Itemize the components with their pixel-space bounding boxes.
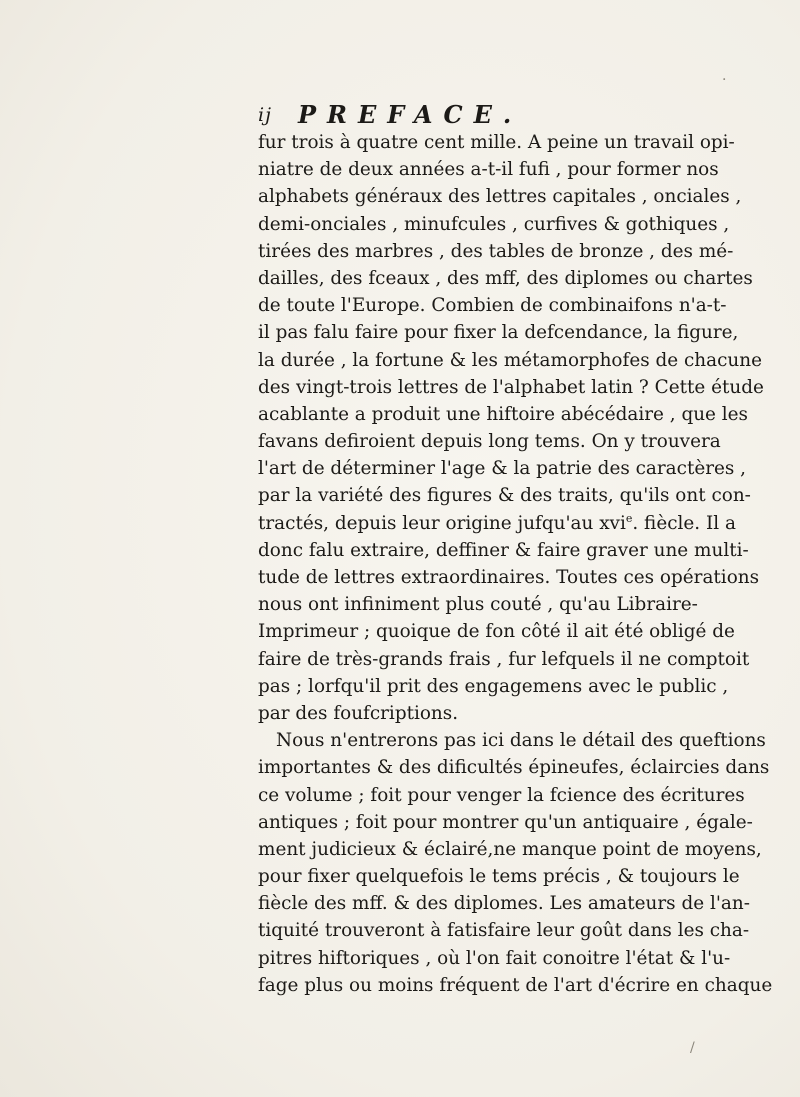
body-text	[258, 129, 773, 999]
text-line: favans defiroient depuis long tems. On y trouvera	[258, 431, 721, 453]
speck-mark: /	[690, 1040, 695, 1056]
text-line: fur trois à quatre cent mille. A peine un travail opi-	[258, 132, 735, 153]
text-line: il pas falu faire pour fixer la defcendance, la figure,	[258, 322, 739, 344]
text-line: la durée , la fortune & les métamorphofes de chacune	[258, 349, 762, 371]
text-line: par des foufcriptions.	[258, 702, 459, 724]
text-line: de toute l'Europe. Combien de combinaifons n'a-t-	[258, 295, 727, 317]
speck-mark: ·	[722, 72, 727, 88]
text-line: Nous n'entrerons pas ici dans le détail des queftions	[276, 730, 766, 752]
text-line-with-superscript	[258, 510, 736, 537]
text-line: demi-onciales , minufcules , curfives & gothiques ,	[258, 213, 730, 235]
text-line: tirées des marbres , des tables de bronze , des mé-	[258, 240, 734, 262]
text-line: l'art de déterminer l'age & la patrie des caractères ,	[258, 458, 747, 480]
text-line: ce volume ; foit pour venger la fcience des écritures	[258, 784, 745, 806]
text-line: Imprimeur ; quoique de fon côté il ait été obligé de	[258, 621, 735, 643]
text-line: faire de très-grands frais , fur lefquels il ne comptoit	[258, 648, 750, 670]
running-head: PREFACE.	[298, 100, 523, 129]
superscript: e	[625, 511, 633, 525]
text-line: dailles, des fceaux , des mff, des diplomes ou chartes	[258, 267, 753, 289]
text-line: donc falu extraire, deffiner & faire graver une multi-	[258, 539, 749, 561]
text-line: acablante a produit une hiftoire abécédaire , que les	[258, 403, 748, 425]
text-line: ment judicieux & éclairé,ne manque point de moyens,	[258, 838, 762, 860]
page-number: ij	[258, 104, 272, 126]
text-line: importantes & des dificultés épineufes, éclaircies dans	[258, 757, 770, 779]
text-line: pour fixer quelquefois le tems précis , & toujours le	[258, 866, 740, 888]
text-fragment: tractés, depuis leur origine jufqu'au xvi	[258, 512, 626, 534]
text-line: nous ont infiniment plus couté , qu'au Libraire-	[258, 594, 698, 616]
text-line: pitres hiftoriques , où l'on fait conoitre l'état & l'u-	[258, 947, 731, 969]
text-line: fiècle des mff. & des diplomes. Les amateurs de l'an-	[258, 893, 750, 915]
text-line: antiques ; foit pour montrer qu'un antiquaire , égale-	[258, 811, 753, 833]
text-line: tiquité trouveront à fatisfaire leur goût dans les cha-	[258, 920, 750, 942]
page-header	[258, 100, 578, 128]
text-line: tude de lettres extraordinaires. Toutes ces opérations	[258, 567, 760, 588]
text-line: fage plus ou moins fréquent de l'art d'écrire en chaque	[258, 974, 773, 996]
text-line: niatre de deux années a-t-il fufi , pour former nos	[258, 159, 719, 181]
text-line: alphabets généraux des lettres capitales , onciales ,	[258, 186, 742, 208]
text-line: pas ; lorfqu'il prit des engagemens avec le public ,	[258, 675, 729, 697]
text-line: par la variété des figures & des traits, qu'ils ont con-	[258, 485, 751, 507]
text-line: des vingt-trois lettres de l'alphabet latin ? Cette étude	[258, 376, 764, 398]
text-fragment: . fiècle. Il a	[632, 512, 736, 534]
